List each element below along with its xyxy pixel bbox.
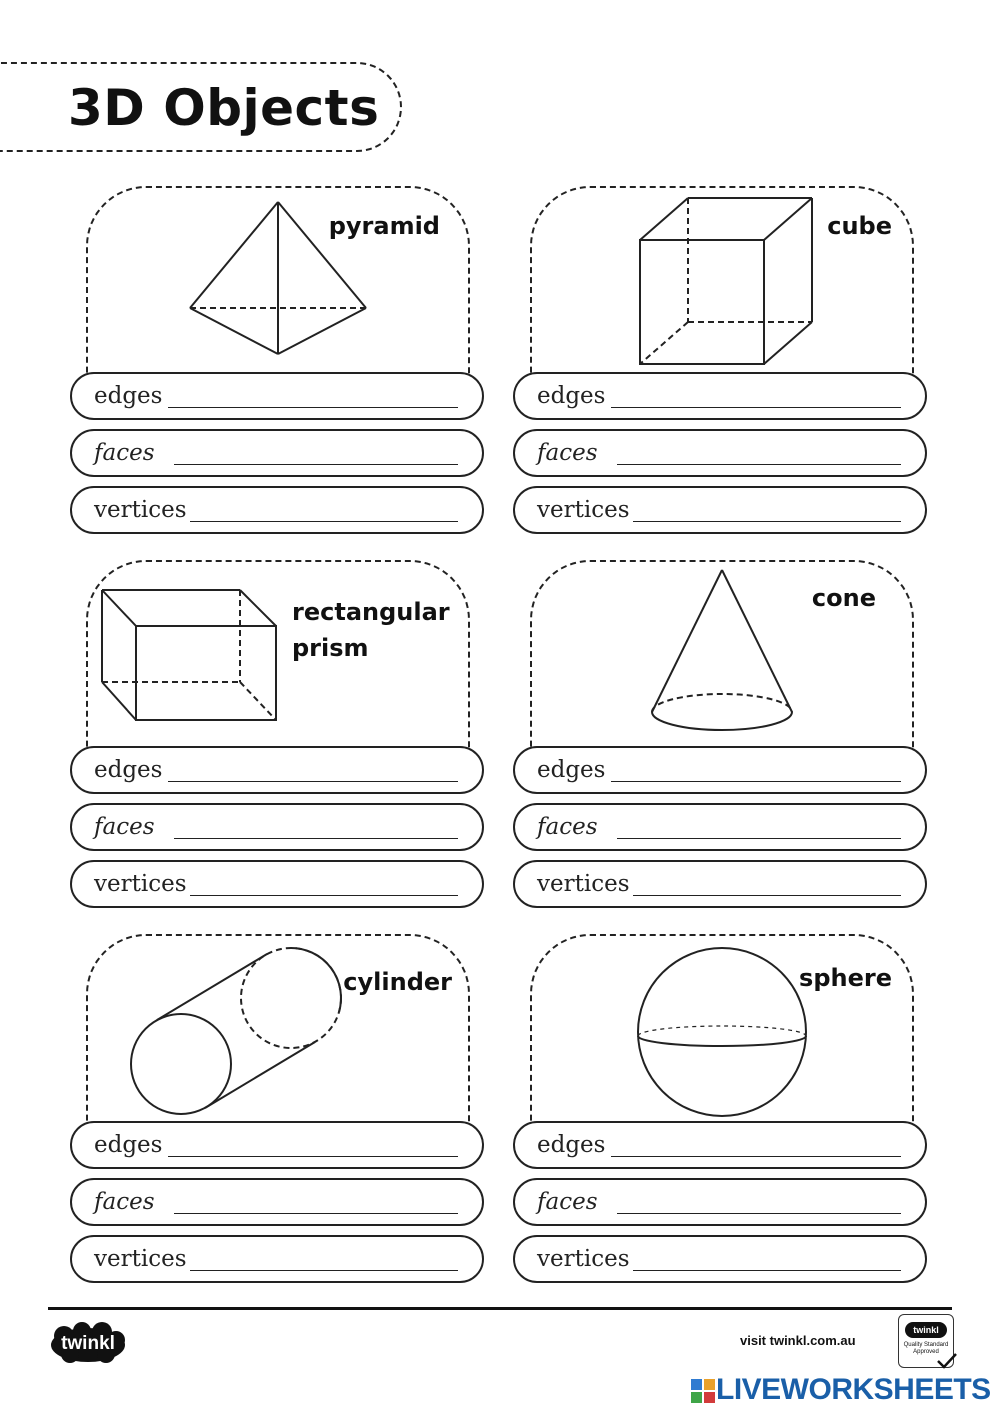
page-title: 3D Objects — [68, 79, 380, 137]
vertices-label: vertices — [94, 497, 187, 523]
rectangular-prism-label-line1: rectangular — [292, 598, 450, 626]
edges-label: edges — [537, 1132, 606, 1158]
cube-faces-field[interactable] — [513, 429, 927, 477]
answer-line[interactable] — [168, 407, 458, 408]
cylinder-faces-field[interactable] — [70, 1178, 484, 1226]
footer-divider — [48, 1307, 952, 1310]
edges-label: edges — [94, 383, 163, 409]
sphere-faces-field[interactable] — [513, 1178, 927, 1226]
liveworksheets-watermark: LIVEWORKSHEETS — [716, 1373, 991, 1406]
answer-line[interactable] — [190, 895, 458, 896]
answer-line[interactable] — [190, 1270, 458, 1271]
faces-label: faces — [537, 440, 598, 466]
edges-label: edges — [94, 757, 163, 783]
rectangular-prism-vertices-field[interactable] — [70, 860, 484, 908]
answer-line[interactable] — [174, 1213, 458, 1214]
faces-label: faces — [94, 814, 155, 840]
rectangular-prism-faces-field[interactable] — [70, 803, 484, 851]
twinkl-logo-text: twinkl — [61, 1333, 115, 1354]
answer-line[interactable] — [174, 464, 458, 465]
cube-edges-field[interactable] — [513, 372, 927, 420]
vertices-label: vertices — [537, 871, 630, 897]
rectangular-prism-drawing — [98, 586, 282, 726]
liveworksheets-logo-icon — [690, 1378, 716, 1404]
faces-label: faces — [537, 814, 598, 840]
cylinder-drawing — [126, 946, 346, 1118]
rectangular-prism-edges-field[interactable] — [70, 746, 484, 794]
answer-line[interactable] — [611, 407, 901, 408]
cone-label: cone — [811, 584, 876, 612]
edges-label: edges — [537, 757, 606, 783]
faces-label: faces — [94, 1189, 155, 1215]
answer-line[interactable] — [617, 464, 901, 465]
vertices-label: vertices — [94, 871, 187, 897]
answer-line[interactable] — [168, 781, 458, 782]
answer-line[interactable] — [633, 1270, 901, 1271]
answer-line[interactable] — [633, 521, 901, 522]
sphere-edges-field[interactable] — [513, 1121, 927, 1169]
checkmark-icon — [936, 1352, 958, 1370]
quality-badge-brand: twinkl — [905, 1322, 947, 1338]
pyramid-edges-field[interactable] — [70, 372, 484, 420]
answer-line[interactable] — [174, 838, 458, 839]
cone-drawing — [646, 566, 798, 734]
answer-line[interactable] — [168, 1156, 458, 1157]
pyramid-label: pyramid — [328, 212, 440, 240]
sphere-label: sphere — [799, 964, 892, 992]
cube-vertices-field[interactable] — [513, 486, 927, 534]
answer-line[interactable] — [617, 838, 901, 839]
cone-vertices-field[interactable] — [513, 860, 927, 908]
edges-label: edges — [94, 1132, 163, 1158]
answer-line[interactable] — [611, 781, 901, 782]
answer-line[interactable] — [633, 895, 901, 896]
pyramid-faces-field[interactable] — [70, 429, 484, 477]
faces-label: faces — [94, 440, 155, 466]
vertices-label: vertices — [537, 1246, 630, 1272]
vertices-label: vertices — [537, 497, 630, 523]
cylinder-label: cylinder — [343, 968, 452, 996]
faces-label: faces — [537, 1189, 598, 1215]
rectangular-prism-label — [292, 594, 450, 666]
pyramid-vertices-field[interactable] — [70, 486, 484, 534]
answer-line[interactable] — [190, 521, 458, 522]
cylinder-edges-field[interactable] — [70, 1121, 484, 1169]
sphere-drawing — [634, 944, 810, 1120]
cylinder-vertices-field[interactable] — [70, 1235, 484, 1283]
quality-badge-text: Quality Standard Approved — [903, 1342, 949, 1355]
edges-label: edges — [537, 383, 606, 409]
cone-edges-field[interactable] — [513, 746, 927, 794]
cube-label: cube — [827, 212, 892, 240]
answer-line[interactable] — [617, 1213, 901, 1214]
rectangular-prism-label-line2: prism — [292, 634, 369, 662]
cone-faces-field[interactable] — [513, 803, 927, 851]
visit-link[interactable]: visit twinkl.com.au — [740, 1333, 856, 1348]
answer-line[interactable] — [611, 1156, 901, 1157]
vertices-label: vertices — [94, 1246, 187, 1272]
sphere-vertices-field[interactable] — [513, 1235, 927, 1283]
